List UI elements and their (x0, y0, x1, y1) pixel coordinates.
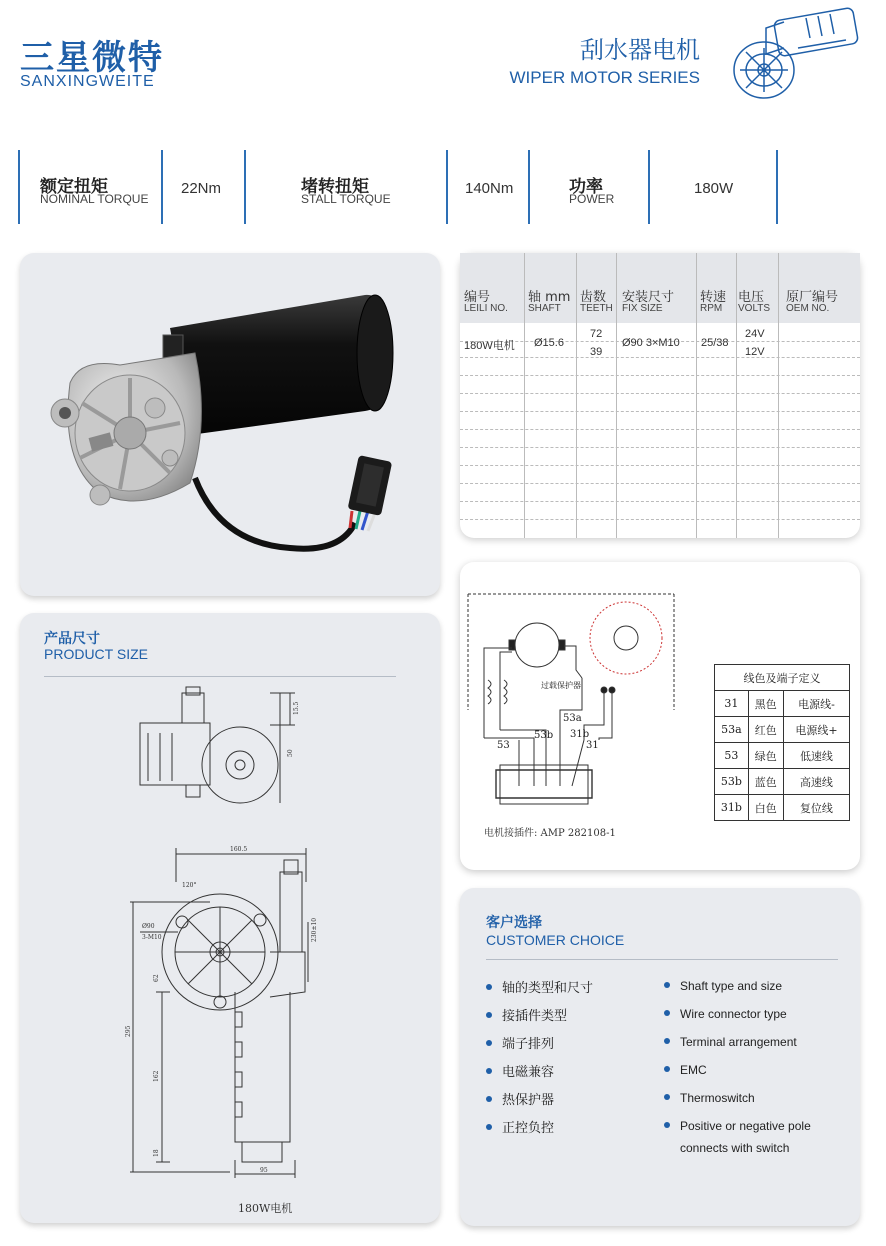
table-row-line (460, 375, 860, 376)
wire-label: 53a (563, 713, 582, 724)
definition-cell: 电源线- (783, 691, 849, 717)
spec-divider (776, 150, 778, 224)
th-en: RPM (700, 303, 723, 314)
choice-label-en: EMC (680, 1063, 707, 1077)
customer-choice-title-cn: 客户选择 (486, 915, 542, 931)
table-col-divider (696, 253, 697, 538)
list-item (664, 1003, 787, 1025)
wiper-motor-sketch-icon (726, 8, 862, 108)
color-cell: 白色 (748, 795, 783, 821)
customer-choice-title-en: CUSTOMER CHOICE (486, 932, 625, 948)
table-row-line (460, 483, 860, 484)
definition-cell: 低速线 (783, 743, 849, 769)
choice-label-cn: 轴的类型和尺寸 (502, 981, 594, 996)
logo-chinese: 三星微特 (20, 38, 164, 78)
spec-divider (18, 150, 20, 224)
product-size-title-en: PRODUCT SIZE (44, 646, 148, 662)
dim-label: 120° (182, 882, 197, 889)
list-item (486, 1117, 554, 1136)
list-item (664, 975, 782, 997)
definition-cell: 电源线+ (783, 717, 849, 743)
choice-label-cn: 正控负控 (502, 1121, 555, 1136)
bullet-icon (486, 984, 492, 990)
table-cell: 72 (590, 328, 603, 340)
terminal-cell: 53a (715, 717, 749, 743)
terminal-cell: 31 (715, 691, 749, 717)
bullet-icon (486, 1068, 492, 1074)
choice-label-en: Wire connector type (680, 1007, 787, 1021)
spec-label-cn: 堵转扭矩 (301, 177, 369, 197)
color-cell: 红色 (748, 717, 783, 743)
choice-label-en: Thermoswitch (680, 1091, 755, 1105)
table-cell: Ø90 3×M10 (622, 337, 680, 349)
terminal-cell: 53b (715, 769, 749, 795)
list-item (486, 1089, 554, 1108)
list-item (664, 1031, 797, 1053)
th-en: FIX SIZE (622, 303, 663, 314)
bullet-icon (486, 1096, 492, 1102)
table-row-line (460, 501, 860, 502)
terminal-cell: 53 (715, 743, 749, 769)
wire-label: 53b (534, 730, 554, 741)
bullet-icon (664, 1038, 670, 1044)
table-row-line (460, 429, 860, 430)
th-cn: 齿数 (580, 290, 607, 305)
dim-label: 15.5 (293, 701, 300, 715)
dim-label: 160.5 (230, 846, 248, 853)
bullet-icon (664, 1066, 670, 1072)
choice-label-cn: 端子排列 (502, 1037, 555, 1052)
spec-label-cn: 额定扭矩 (40, 177, 108, 197)
wire-table-title: 线色及端子定义 (715, 665, 850, 691)
wire-color-table (714, 664, 850, 821)
table-row-line (460, 465, 860, 466)
choice-label-cn: 热保护器 (502, 1093, 555, 1108)
table-cell: Ø15.6 (534, 337, 564, 349)
spec-divider (244, 150, 246, 224)
dim-label: 18 (153, 1149, 160, 1157)
list-item (486, 1005, 567, 1024)
definition-cell: 高速线 (783, 769, 849, 795)
table-row (715, 769, 850, 795)
side-view-drawing-icon (120, 685, 350, 810)
th-en: LEILI NO. (464, 303, 508, 314)
choice-label-en: Terminal arrangement (680, 1035, 797, 1049)
dim-label: 230±10 (311, 917, 318, 942)
dim-label: 295 (125, 1025, 132, 1037)
table-row-line (460, 393, 860, 394)
product-size-caption: 180W电机 (238, 1202, 293, 1215)
table-row (715, 691, 850, 717)
table-row (715, 743, 850, 769)
list-item (486, 977, 593, 996)
color-cell: 蓝色 (748, 769, 783, 795)
table-col-divider (576, 253, 577, 538)
table-row-line (460, 357, 860, 358)
bullet-icon (664, 1010, 670, 1016)
series-title-en: WIPER MOTOR SERIES (509, 68, 700, 87)
dim-label: Ø90 (142, 923, 155, 930)
spec-label-en: STALL TORQUE (301, 192, 391, 206)
table-col-divider (778, 253, 779, 538)
choice-label-cn: 接插件类型 (502, 1009, 568, 1024)
product-size-title-cn: 产品尺寸 (44, 631, 100, 647)
bullet-icon (664, 982, 670, 988)
series-title-cn: 刮水器电机 (580, 36, 700, 64)
list-item (486, 1033, 554, 1052)
list-item (486, 1061, 554, 1080)
dim-label: 162 (153, 1070, 160, 1082)
wire-label: 31 (586, 740, 599, 751)
customer-choice-divider (486, 959, 838, 960)
wire-label: 53 (497, 740, 510, 751)
choice-label-en: Shaft type and size (680, 979, 783, 993)
bullet-icon (486, 1124, 492, 1130)
dim-label: 95 (260, 1167, 268, 1174)
table-row-line (460, 447, 860, 448)
list-item (664, 1087, 755, 1109)
list-item (664, 1059, 707, 1081)
logo-english: SANXINGWEITE (20, 73, 155, 90)
color-cell: 绿色 (748, 743, 783, 769)
th-cn: 转速 (700, 290, 727, 305)
table-cell: 25/38 (701, 337, 729, 349)
spec-value: 22Nm (181, 180, 222, 197)
product-size-divider (44, 676, 396, 677)
table-col-divider (616, 253, 617, 538)
color-cell: 黑色 (748, 691, 783, 717)
spec-label-cn: 功率 (569, 177, 603, 197)
table-col-divider (524, 253, 525, 538)
spec-value: 180W (694, 180, 734, 197)
spec-row (18, 150, 778, 224)
table-col-divider (736, 253, 737, 538)
table-row-line (460, 519, 860, 520)
table-row-line (460, 411, 860, 412)
wiring-diagram-icon (464, 590, 704, 820)
protector-label: 过载保护器 (541, 681, 581, 690)
th-en: OEM NO. (786, 303, 830, 314)
spec-divider (648, 150, 650, 224)
list-item (664, 1115, 844, 1159)
th-en: TEETH (580, 303, 613, 314)
spec-divider (161, 150, 163, 224)
product-photo-panel (20, 253, 440, 596)
spec-label-en: NOMINAL TORQUE (40, 192, 149, 206)
spec-label-en: POWER (569, 192, 615, 206)
th-cn: 原厂编号 (786, 290, 839, 305)
wiper-motor-photo-icon (20, 253, 440, 596)
connector-caption: 电机接插件: AMP 282108-1 (484, 828, 616, 839)
choice-label-en: Positive or negative pole connects with switch (680, 1119, 811, 1155)
terminal-cell: 31b (715, 795, 749, 821)
th-en: SHAFT (528, 303, 561, 314)
th-cn: 轴 mm (528, 290, 571, 305)
dim-label: 3-M10 (142, 934, 162, 941)
definition-cell: 复位线 (783, 795, 849, 821)
bullet-icon (486, 1012, 492, 1018)
wire-label: 31b (570, 729, 590, 740)
dim-label: 50 (287, 749, 294, 757)
bullet-icon (664, 1122, 670, 1128)
table-row (715, 795, 850, 821)
bullet-icon (486, 1040, 492, 1046)
table-cell: 180W电机 (464, 340, 515, 352)
th-en: VOLTS (738, 303, 771, 314)
spec-divider (446, 150, 448, 224)
choice-label-cn: 电磁兼容 (502, 1065, 555, 1080)
table-row (715, 717, 850, 743)
spec-value: 140Nm (465, 180, 514, 197)
table-cell: 39 (590, 346, 603, 358)
th-cn: 编号 (464, 290, 491, 305)
th-cn: 电压 (738, 290, 765, 305)
front-view-drawing-icon (125, 842, 330, 1182)
dim-label: 62 (153, 974, 160, 982)
th-cn: 安装尺寸 (622, 290, 675, 305)
bullet-icon (664, 1094, 670, 1100)
table-cell: 12V (745, 346, 765, 358)
table-cell: 24V (745, 328, 765, 340)
spec-table (460, 253, 860, 538)
spec-divider (528, 150, 530, 224)
